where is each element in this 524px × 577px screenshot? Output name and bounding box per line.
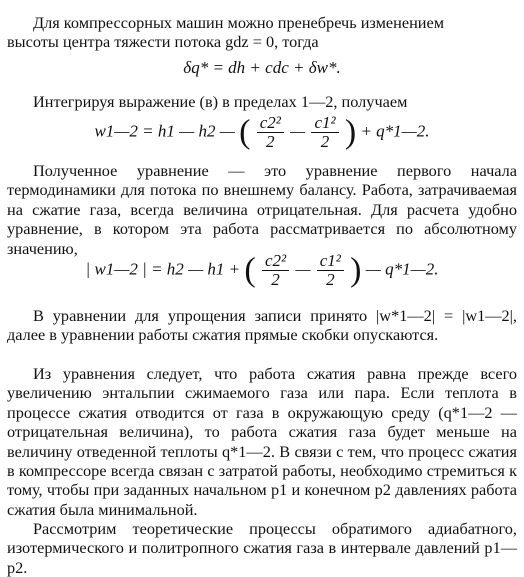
equation-2-left: w1—2 = h1 — h2 — [94,121,235,141]
paragraph-notation: В уравнении для упрощения записи принято |w*1—2| = |w1—2|, далее в уравнении работы сжатия прямые скобки опускаются. [7,306,517,345]
equation-2-fraction-2: $\frac{\text{c1²}}{2}$ [311,114,338,151]
equation-3-left: | w1—2 | = h2 — h1 + [85,259,241,279]
equation-3-right: — q*1—2. [365,259,439,279]
paragraph-processes: Рассмотрим теоретические процессы обратимого адиабатного, изотермического и политропного сжатия газа в интервале давлений p1—p2. [7,519,517,577]
equation-2-fraction-1: $\frac{\text{c2²}}{2}$ [257,114,284,151]
equation-3-fraction-1: $\frac{\text{c2²}}{2}$ [262,252,289,289]
equation-1: δq* = dh + cdc + δw*. [183,58,341,77]
equation-3-fraction-2: $\frac{\text{c1²}}{2}$ [317,252,344,289]
paragraph-integrating: Интегрируя выражение (в) в пределах 1—2, получаем [33,92,408,111]
paragraph-intro [7,13,517,52]
intro-line-2: высоты центра тяжести потока gdz = 0, тогда [7,32,319,52]
equation-3: | w1—2 | = h2 — h1 + ( $\frac{\text{c2²}}{2}$ — $\frac{\text{c1²}}{2}$ ) — q*1—2. [85,251,439,289]
paragraph-first-law: Полученное уравнение — это уравнение первого начала термодинамики для потока по внешнему балансу. Работа, затрачиваемая на сжатие газа, всегда величина отрицательная. Для расчета удобно уравнение, в котором эта работа рассматривается по абсолютному значению, [7,161,517,258]
paragraph-compression-work: Из уравнения следует, что работа сжатия равна прежде всего увеличению энтальпии сжимаемого газа или пара. Если теплота в процессе сжатия отводится от газа в окружающую среду (q*1—2 — отрицательная величина), то работа сжатия газа будет меньше на величину отведенной теплоты q*1—2. В связи с тем, что процесс сжатия в компрессоре всегда связан с затратой работы, необходимо стремиться к тому, чтобы при заданных начальном p1 и конечном p2 давлениях работа сжатия была минимальной. [7,364,517,519]
intro-line-1: Для компрессорных машин можно пренебречь изменением [33,13,445,32]
equation-2-right: + q*1—2. [360,121,430,141]
equation-2: w1—2 = h1 — h2 — ( $\frac{\text{c2²}}{2}$ — $\frac{\text{c1²}}{2}$ ) + q*1—2. [94,113,430,151]
